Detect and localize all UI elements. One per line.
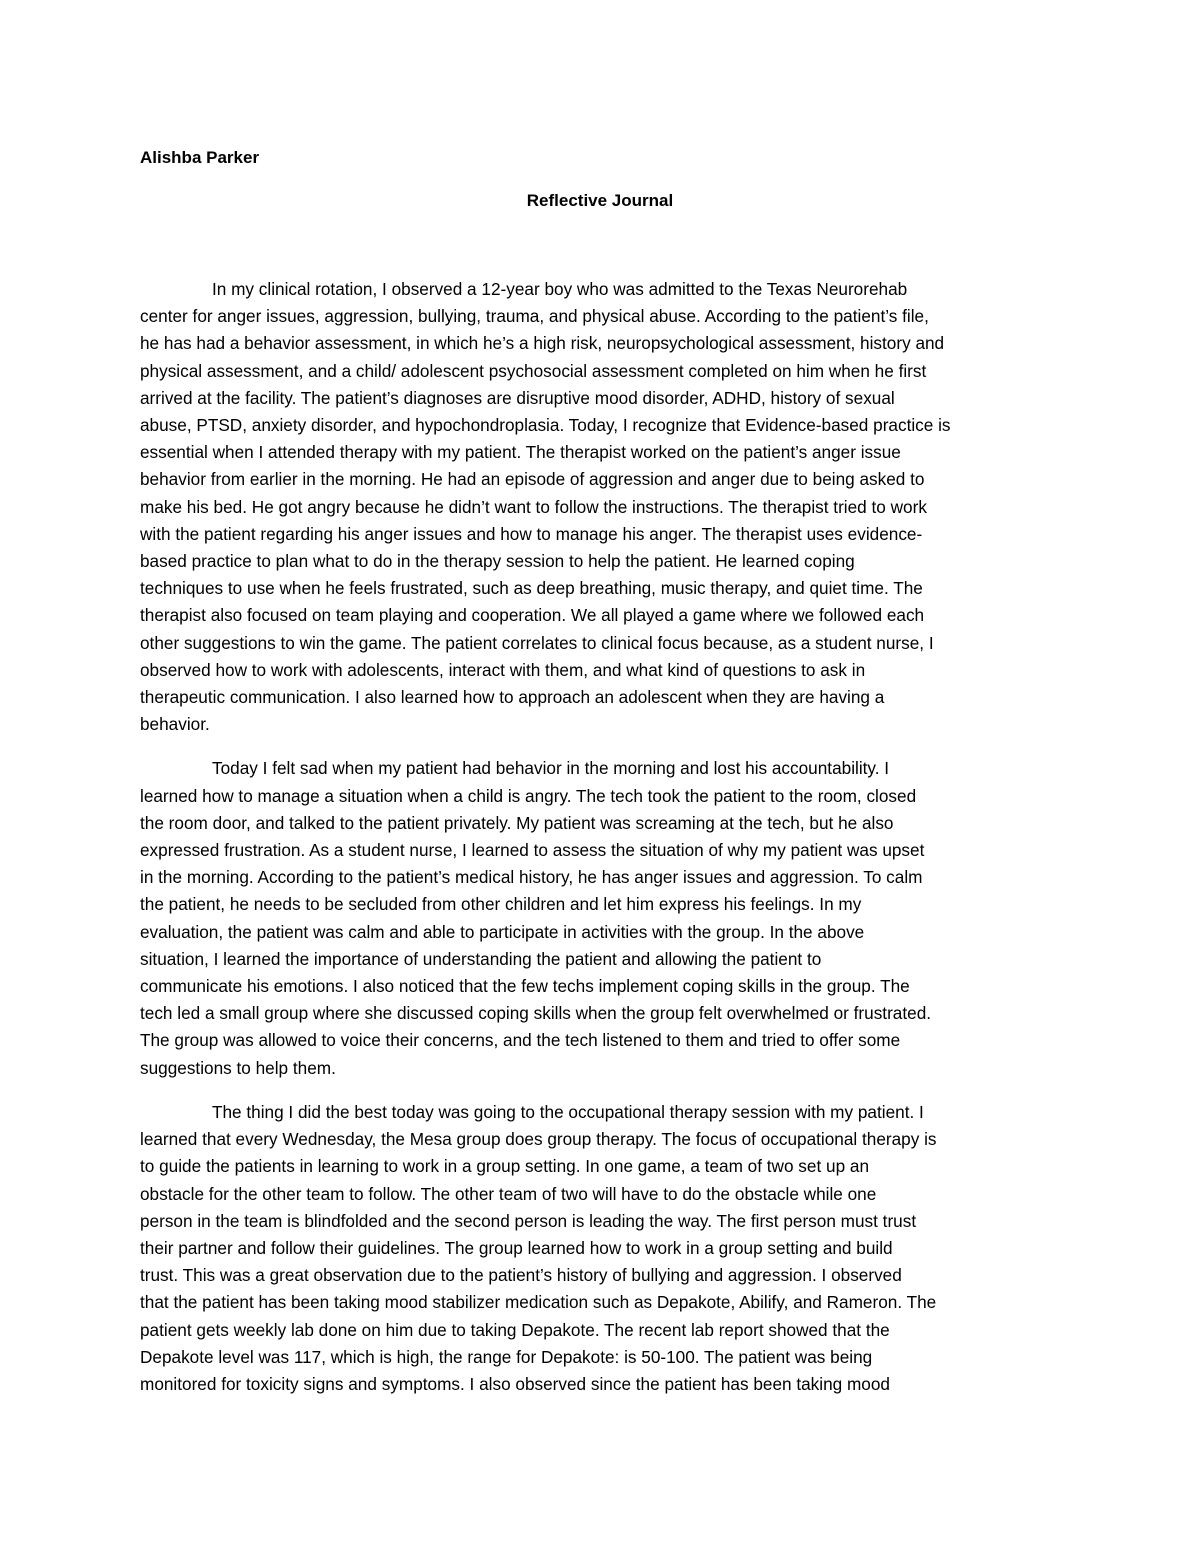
text-line: techniques to use when he feels frustrated, such as deep breathing, music therapy, and quiet time. The bbox=[140, 578, 923, 599]
text-line: he has had a behavior assessment, in which he’s a high risk, neuropsychological assessment, history and bbox=[140, 333, 945, 354]
text-line: therapist also focused on team playing and cooperation. We all played a game where we followed each bbox=[140, 605, 925, 626]
paragraph-1 bbox=[140, 276, 1060, 738]
text-line: center for anger issues, aggression, bullying, trauma, and physical abuse. According to the patient’s file, bbox=[140, 306, 929, 327]
text-line: their partner and follow their guidelines. The group learned how to work in a group setting and build bbox=[140, 1237, 893, 1258]
text-line: patient gets weekly lab done on him due to taking Depakote. The recent lab report showed that the bbox=[140, 1319, 890, 1340]
text-line: person in the team is blindfolded and the second person is leading the way. The first person must trust bbox=[140, 1210, 917, 1231]
text-line: expressed frustration. As a student nurse, I learned to assess the situation of why my patient was upset bbox=[140, 840, 925, 861]
text-line: Today I felt sad when my patient had behavior in the morning and lost his accountability. I bbox=[212, 758, 890, 779]
text-line: behavior. bbox=[140, 714, 210, 735]
text-line: arrived at the facility. The patient’s diagnoses are disruptive mood disorder, ADHD, history of sexual bbox=[140, 387, 895, 408]
text-line: with the patient regarding his anger issues and how to manage his anger. The therapist uses evidence- bbox=[140, 523, 923, 544]
text-line: that the patient has been taking mood stabilizer medication such as Depakote, Abilify, and Rameron. The bbox=[140, 1292, 937, 1313]
text-line: abuse, PTSD, anxiety disorder, and hypochondroplasia. Today, I recognize that Evidence-based practice is bbox=[140, 415, 951, 436]
text-line: The thing I did the best today was going to the occupational therapy session with my patient. I bbox=[212, 1101, 924, 1122]
text-line: essential when I attended therapy with my patient. The therapist worked on the patient’s anger issue bbox=[140, 442, 901, 463]
text-line: to guide the patients in learning to work in a group setting. In one game, a team of two set up an bbox=[140, 1156, 870, 1177]
document-title: Reflective Journal bbox=[526, 191, 674, 210]
text-line: learned that every Wednesday, the Mesa group does group therapy. The focus of occupational therapy is bbox=[140, 1129, 937, 1150]
text-line: the room door, and talked to the patient privately. My patient was screaming at the tech, but he also bbox=[140, 812, 894, 833]
text-line: The group was allowed to voice their concerns, and the tech listened to them and tried to offer some bbox=[140, 1030, 901, 1051]
text-line: obstacle for the other team to follow. The other team of two will have to do the obstacle while one bbox=[140, 1183, 877, 1204]
text-line: based practice to plan what to do in the therapy session to help the patient. He learned coping bbox=[140, 551, 855, 572]
text-line: behavior from earlier in the morning. He had an episode of aggression and anger due to being asked to bbox=[140, 469, 925, 490]
text-line: physical assessment, and a child/ adolescent psychosocial assessment completed on him when he first bbox=[140, 360, 927, 381]
document-body bbox=[140, 276, 1060, 1415]
paragraph-2 bbox=[140, 755, 1060, 1081]
paragraph-3 bbox=[140, 1099, 1060, 1398]
text-line: monitored for toxicity signs and symptoms. I also observed since the patient has been taking mood bbox=[140, 1373, 890, 1394]
text-line: evaluation, the patient was calm and able to participate in activities with the group. In the above bbox=[140, 921, 865, 942]
text-line: trust. This was a great observation due to the patient’s history of bullying and aggression. I observed bbox=[140, 1265, 902, 1286]
author-name: Alishba Parker bbox=[140, 148, 260, 167]
text-line: observed how to work with adolescents, interact with them, and what kind of questions to ask in bbox=[140, 659, 866, 680]
text-line: Depakote level was 117, which is high, the range for Depakote: is 50-100. The patient was being bbox=[140, 1346, 873, 1367]
text-line: communicate his emotions. I also noticed that the few techs implement coping skills in the group. The bbox=[140, 976, 910, 997]
text-line: in the morning. According to the patient’s medical history, he has anger issues and aggression. To calm bbox=[140, 867, 923, 888]
text-line: In my clinical rotation, I observed a 12-year boy who was admitted to the Texas Neurorehab bbox=[212, 279, 908, 299]
text-line: suggestions to help them. bbox=[140, 1057, 336, 1078]
text-line: learned how to manage a situation when a child is angry. The tech took the patient to the room, closed bbox=[140, 785, 917, 806]
text-line: situation, I learned the importance of understanding the patient and allowing the patient to bbox=[140, 948, 822, 969]
text-line: other suggestions to win the game. The patient correlates to clinical focus because, as a student nurse, I bbox=[140, 632, 934, 653]
text-line: make his bed. He got angry because he didn’t want to follow the instructions. The therapist tried to work bbox=[140, 496, 927, 517]
text-line: tech led a small group where she discussed coping skills when the group felt overwhelmed or frustrated. bbox=[140, 1003, 932, 1024]
text-line: the patient, he needs to be secluded from other children and let him express his feelings. In my bbox=[140, 894, 862, 915]
text-line: therapeutic communication. I also learned how to approach an adolescent when they are having a bbox=[140, 687, 885, 708]
